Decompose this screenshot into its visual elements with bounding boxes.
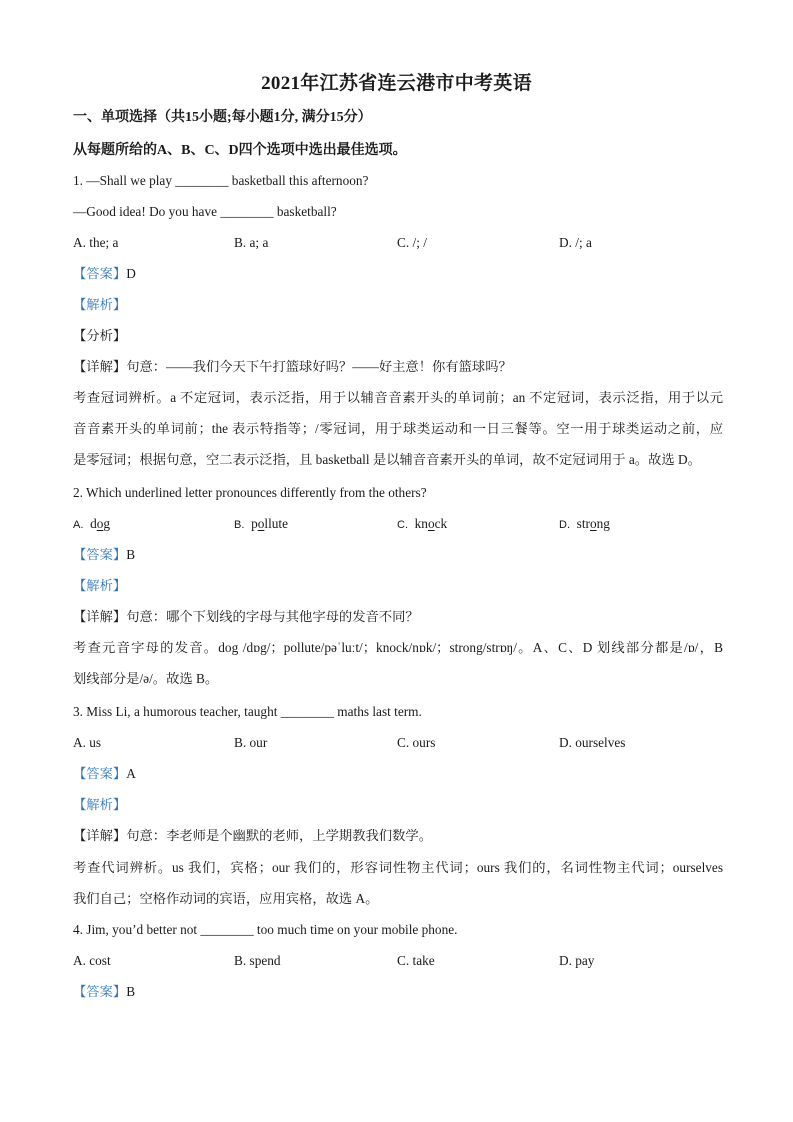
answer-label: 【答案】 xyxy=(73,766,127,781)
detail-text: 句意：哪个下划线的字母与其他字母的发音不同？ xyxy=(126,609,419,624)
q3-options xyxy=(73,733,723,753)
q3-option-b: B. our xyxy=(234,735,268,750)
q2-line1: 2. Which underlined letter pronounces differently from the others? xyxy=(73,485,427,500)
detail-text: 句意：李老师是个幽默的老师，上学期教我们数学。 xyxy=(126,828,433,843)
q4-option-a: A. cost xyxy=(73,953,111,968)
explain-line: 划线部分是/ə/。故选 B。 xyxy=(73,671,219,686)
q2-option-c: C. knock xyxy=(397,516,448,531)
q1-options xyxy=(73,233,723,253)
explain-line: 考查元音字母的发音。dog /dɒg/；pollute/pəˈluːt/；knock/nɒk/；strong/strɒŋ/。A、C、D 划线部分都是/ɒ/，B xyxy=(73,640,723,655)
q4-options xyxy=(73,951,723,971)
q1-option-c: C. /; / xyxy=(397,235,427,250)
q4-line1: 4. Jim, you’d better not ________ too much time on your mobile phone. xyxy=(73,922,458,937)
q2-option-a: A. dog xyxy=(73,516,111,531)
q1-explanation xyxy=(73,388,723,481)
explain-line: 是零冠词；根据句意，空二表示泛指，且 basketball 是以辅音音素开头的单词，故不定冠词用于 a。故选 D。 xyxy=(73,452,701,467)
q3-option-d: D. ourselves xyxy=(559,735,626,750)
q2-option-b: B. pollute xyxy=(234,516,289,531)
q1-detail xyxy=(73,357,512,377)
q3-explanation xyxy=(73,858,723,920)
q3-line1: 3. Miss Li, a humorous teacher, taught ________ maths last term. xyxy=(73,704,422,719)
q3-option-a: A. us xyxy=(73,735,102,750)
q1-option-a: A. the; a xyxy=(73,235,119,250)
answer-value: A xyxy=(126,766,136,781)
q4-answer xyxy=(73,982,135,1002)
explain-line: 音音素开头的单词前；the 表示特指等；/零冠词，用于球类运动和一日三餐等。空一用于球类运动之前，应 xyxy=(73,421,723,436)
answer-label: 【答案】 xyxy=(73,984,127,999)
underlined-letter: o xyxy=(427,516,435,531)
document-title: 2021年江苏省连云港市中考英语 xyxy=(261,73,532,94)
explain-line: 考查冠词辨析。a 不定冠词，表示泛指，用于以辅音音素开头的单词前；an 不定冠词，表示泛指，用于以元 xyxy=(73,390,723,405)
q1-analysis-label: 【解析】 xyxy=(73,297,127,312)
answer-value: D xyxy=(126,266,136,281)
q4-option-b: B. spend xyxy=(234,953,281,968)
q2-option-d: D. strong xyxy=(559,516,610,531)
q3-analysis-label: 【解析】 xyxy=(73,797,127,812)
answer-value: B xyxy=(126,984,136,999)
q1-option-b: B. a; a xyxy=(234,235,269,250)
q2-analysis-label: 【解析】 xyxy=(73,578,127,593)
q1-line1: 1. —Shall we play ________ basketball this afternoon? xyxy=(73,173,369,188)
q4-option-d: D. pay xyxy=(559,953,595,968)
explain-line: 考查代词辨析。us 我们，宾格；our 我们的，形容词性物主代词；ours 我们的，名词性物主代词；ourselves xyxy=(73,860,723,875)
instruction-text: 从每题所给的A、B、C、D四个选项中选出最佳选项。 xyxy=(73,143,407,158)
detail-label: 【详解】 xyxy=(73,609,127,624)
q2-options xyxy=(73,514,723,534)
detail-label: 【详解】 xyxy=(73,359,127,374)
q4-option-c: C. take xyxy=(397,953,435,968)
q2-answer xyxy=(73,545,135,565)
section-heading: 一、单项选择（共15小题;每小题1分, 满分15分） xyxy=(73,110,372,125)
q1-answer xyxy=(73,264,136,284)
underlined-letter: o xyxy=(96,516,104,531)
detail-label: 【详解】 xyxy=(73,828,127,843)
q1-line2: —Good idea! Do you have ________ basketball? xyxy=(73,204,337,219)
q3-answer xyxy=(73,764,136,784)
answer-label: 【答案】 xyxy=(73,266,127,281)
q1-option-d: D. /; a xyxy=(559,235,592,250)
q3-option-c: C. ours xyxy=(397,735,436,750)
q2-detail xyxy=(73,607,419,627)
q3-detail xyxy=(73,826,432,846)
q1-fenxi-label: 【分析】 xyxy=(73,328,127,343)
detail-text: 句意：——我们今天下午打篮球好吗？——好主意！你有篮球吗？ xyxy=(126,359,512,374)
q2-explanation xyxy=(73,638,723,700)
underlined-letter: o xyxy=(589,516,597,531)
answer-label: 【答案】 xyxy=(73,547,127,562)
explain-line: 我们自己；空格作动词的宾语，应用宾格，故选 A。 xyxy=(73,891,379,906)
answer-value: B xyxy=(126,547,136,562)
underlined-letter: o xyxy=(257,516,265,531)
